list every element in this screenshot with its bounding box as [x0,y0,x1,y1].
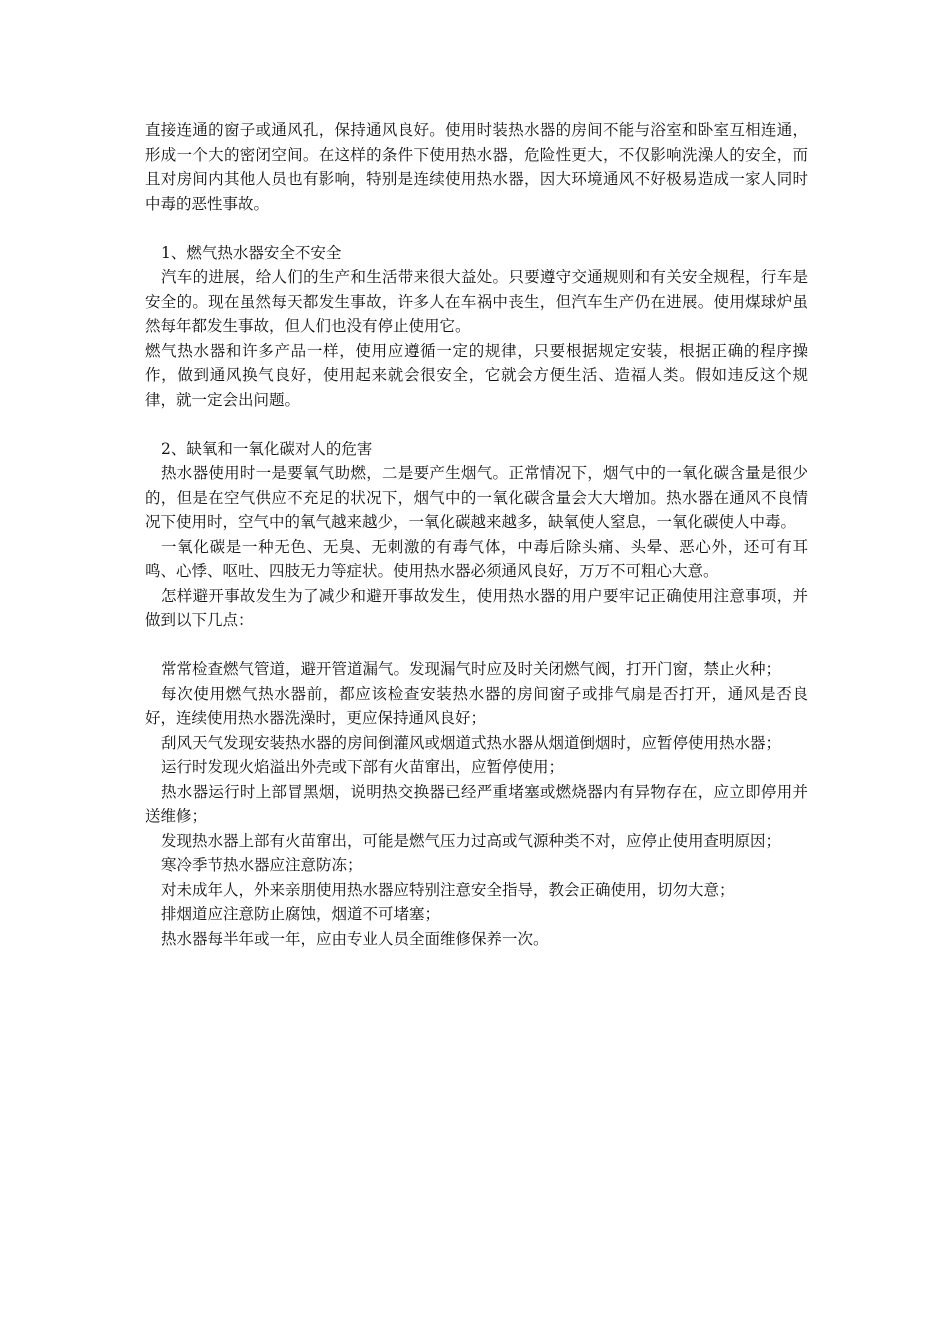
list-item: 每次使用燃气热水器前，都应该检查安装热水器的房间窗子或排气扇是否打开，通风是否良好，连续使用热水器洗澡时，更应保持通风良好； [145,684,808,727]
document-page [145,118,808,951]
tips-list [145,657,808,951]
spacer [145,216,808,241]
section-2-paragraph-3: 怎样避开事故发生为了减少和避开事故发生，使用热水器的用户要牢记正确使用注意事项，并做到以下几点： [145,586,808,629]
list-item: 排烟道应注意防止腐蚀，烟道不可堵塞； [161,905,441,923]
intro-paragraph: 直接连通的窗子或通风孔，保持通风良好。使用时装热水器的房间不能与浴室和卧室互相连通，形成一个大的密闭空间。在这样的条件下使用热水器，危险性更大，不仅影响洗澡人的安全，而且对房间内其他人员也有影响，特别是连续使用热水器，因大环境通风不好极易造成一家人同时中毒的恶性事故。 [145,121,808,213]
spacer [145,633,808,658]
section-2-paragraph-2: 一氧化碳是一种无色、无臭、无刺激的有毒气体，中毒后除头痛、头晕、恶心外，还可有耳鸣、心悸、呕吐、四肢无力等症状。使用热水器必须通风良好，万万不可粗心大意。 [145,537,808,580]
list-item: 寒冷季节热水器应注意防冻； [161,856,363,874]
list-item: 发现热水器上部有火苗窜出，可能是燃气压力过高或气源种类不对，应停止使用查明原因； [161,831,782,850]
list-item: 热水器运行时上部冒黑烟，说明热交换器已经严重堵塞或燃烧器内有异物存在，应立即停用并送维修； [145,782,808,825]
list-item: 对未成年人，外来亲朋使用热水器应特别注意安全指导，教会正确使用，切勿大意； [161,880,735,899]
list-item: 常常检查燃气管道，避开管道漏气。发现漏气时应及时关闭燃气阀，打开门窗，禁止火种； [161,660,782,678]
section-2-heading: 2、缺氧和一氧化碳对人的危害 [161,439,373,458]
list-item: 刮风天气发现安装热水器的房间倒灌风或烟道式热水器从烟道倒烟时，应暂停使用热水器； [161,733,782,752]
list-item: 运行时发现火焰溢出外壳或下部有火苗窜出，应暂停使用； [161,758,565,776]
section-1-paragraph-2: 燃气热水器和许多产品一样，使用应遵循一定的规律，只要根据规定安装，根据正确的程序操作，做到通风换气良好，使用起来就会很安全，它就会方便生活、造福人类。假如违反这个规律，就一定会出问题。 [145,341,808,409]
section-1-paragraph-1: 汽车的进展，给人们的生产和生活带来很大益处。只要遵守交通规则和有关安全规程，行车是安全的。现在虽然每天都发生事故，许多人在车祸中丧生，但汽车生产仍在进展。使用煤球炉虽然每年都发生事故，但人们也没有停止使用它。 [145,268,808,335]
section-1-heading: 1、燃气热水器安全不安全 [161,243,342,262]
section-2-paragraph-1: 热水器使用时一是要氧气助燃，二是要产生烟气。正常情况下，烟气中的一氧化碳含量是很少的，但是在空气供应不充足的状况下，烟气中的一氧化碳含量会大大增加。热水器在通风不良情况下使用时，空气中的氧气越来越少，一氧化碳越来越多，缺氧使人窒息，一氧化碳使人中毒。 [145,464,808,531]
spacer [145,412,808,437]
list-item: 热水器每半年或一年，应由专业人员全面维修保养一次。 [161,929,549,948]
